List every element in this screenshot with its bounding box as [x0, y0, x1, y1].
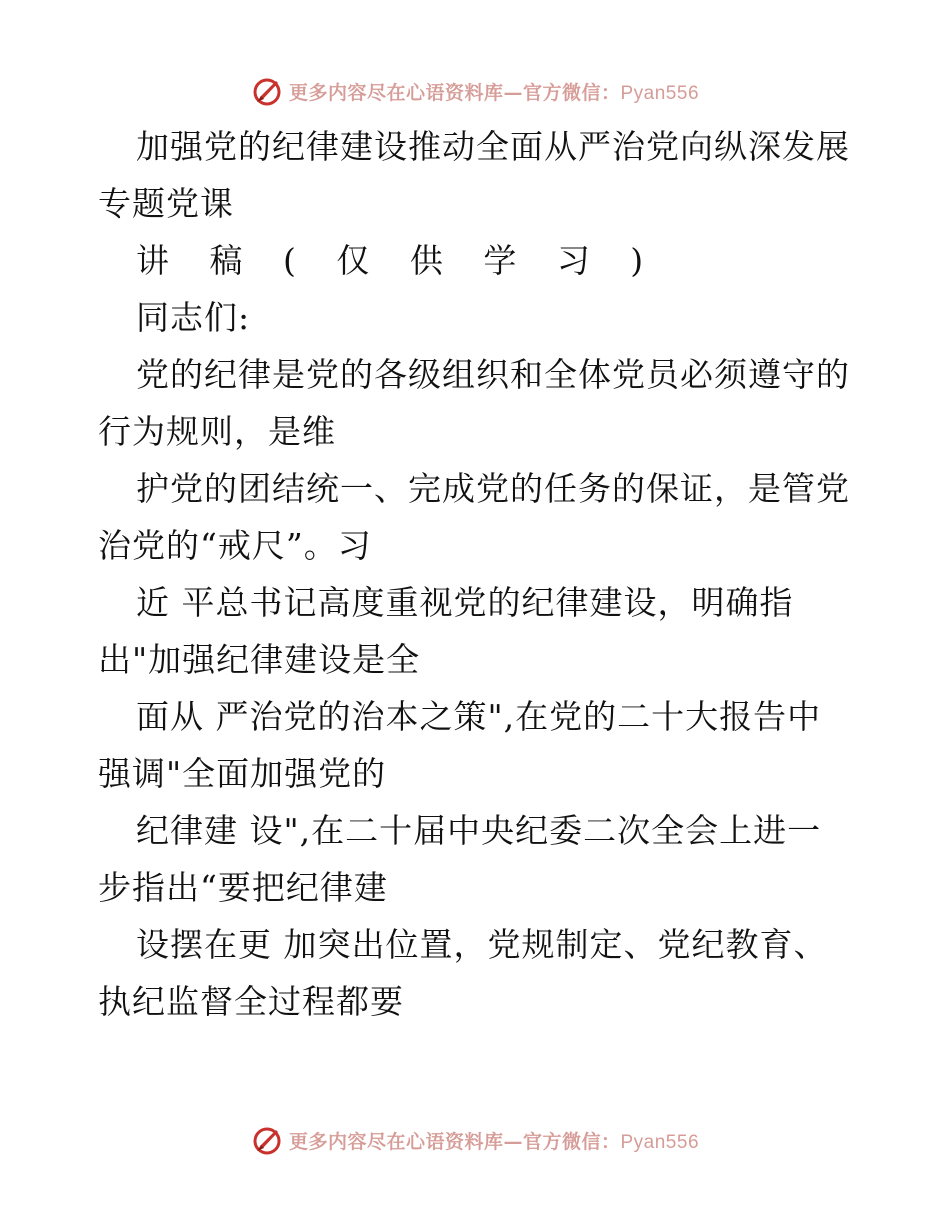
- document-line: 设摆在更 加突出位置，党规制定、党纪教育、: [136, 925, 828, 964]
- document-line: 面从 严治党的治本之策",在党的二十大报告中: [136, 697, 822, 736]
- document-line: 讲 稿 ( 仅 供 学 习 ): [136, 241, 659, 280]
- document-line: 护党的团结统一、完成党的任务的保证，是管党: [136, 469, 850, 508]
- document-line: 强调"全面加强党的: [98, 754, 387, 793]
- document-line: 纪律建 设",在二十届中央纪委二次全会上进一: [136, 811, 822, 850]
- watermark-text: 更多内容尽在心语资料库—官方微信：: [288, 1130, 621, 1153]
- watermark-text: 更多内容尽在心语资料库—官方微信：: [288, 81, 621, 104]
- quill-logo-icon: [251, 74, 285, 108]
- document-line: 党的纪律是党的各级组织和全体党员必须遵守的: [136, 355, 850, 394]
- watermark-footer: [0, 1120, 950, 1160]
- watermark-handle: Pyan556: [620, 1131, 700, 1153]
- document-line: 同志们:: [136, 298, 251, 337]
- document-line: 近 平总书记高度重视党的纪律建设，明确指: [136, 583, 794, 622]
- document-line: 加强党的纪律建设推动全面从严治党向纵深发展: [136, 127, 850, 166]
- quill-logo-icon: [251, 1123, 285, 1157]
- document-line: 专题党课: [98, 184, 234, 223]
- document-line: 执纪监督全过程都要: [98, 982, 404, 1021]
- watermark-header: [0, 71, 950, 111]
- watermark-handle: Pyan556: [620, 82, 700, 104]
- document-line: 行为规则，是维: [98, 412, 336, 451]
- document-line: 治党的“戒尺”。习: [98, 526, 372, 565]
- document-line: 步指出“要把纪律建: [98, 868, 388, 907]
- document-line: 出"加强纪律建设是全: [98, 640, 421, 679]
- document-body: [98, 118, 858, 1030]
